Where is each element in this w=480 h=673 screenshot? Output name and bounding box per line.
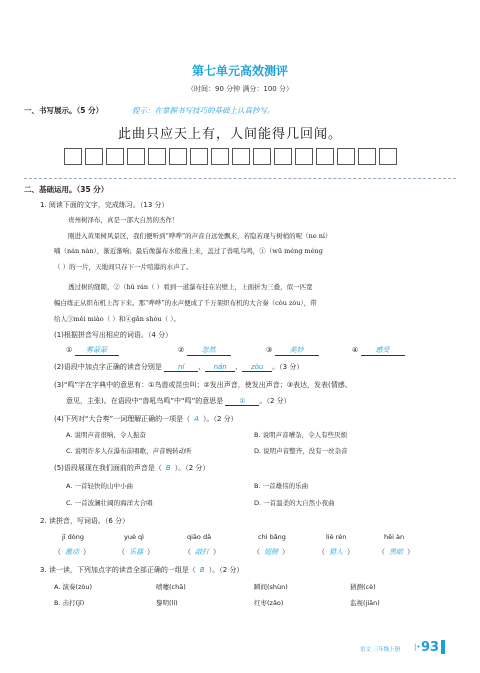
grid-cell[interactable] [232,148,250,165]
section-divider [24,178,456,179]
q1-passage-line1: 贵州树泽布，真是一部大自然的杰作！ [68,216,179,224]
q2-answer-5: （ 猎人 ） [318,548,354,556]
section1-hint: 提示：在掌握书写技巧的基础上认真抄写。 [132,106,275,115]
answer-blank[interactable]: 感受 [361,345,405,356]
grid-cell[interactable] [64,148,82,165]
grid-cell[interactable] [379,148,397,165]
q3-row-b-4: 监视(jiān) [350,599,380,607]
grid-cell[interactable] [274,148,292,165]
pinyin-6: hēi àn [384,533,405,541]
answer-blank[interactable]: 翅膀 [264,548,278,556]
pinyin-1: jī dòng [62,533,85,541]
option-b: B. 说明声音嘈杂，令人有些厌烦 [254,431,348,439]
answer-blank[interactable]: 美妙 [275,345,319,356]
q1-sub4-prompt: (4)下列对“大合奏”一词理解正确的一项是（ A ）。（2 分） [54,415,238,423]
answer-choice[interactable]: A [194,415,199,423]
grid-cell[interactable] [253,148,271,165]
q3-row-a-2: 喷嚏(chā) [156,583,186,591]
answer-blank[interactable]: ní [164,363,198,372]
q3-row-b-1: B. 击打(jī) [54,599,85,607]
q3-prompt: 3. 读一读，下列加点字的读音全部正确的一组是（ B ）。（2 分） [40,566,244,574]
answer-blank[interactable]: 黑暗 [389,548,403,556]
answer-choice[interactable]: B [199,566,205,574]
grid-cell[interactable] [127,148,145,165]
answer-blank[interactable]: zòu [242,363,272,372]
q2-answer-2: （ 乐器 ） [118,548,154,556]
page-number: 93 [421,640,440,655]
q1-sub1-prompt: (1)根据拼音写出相应的词语。（4 分） [54,331,173,339]
q2-answer-1: （ 激动 ） [54,548,90,556]
grid-cell[interactable] [337,148,355,165]
page-edge-bar [441,640,445,654]
q1-passage-line7: 给人③měi miào（ ）和④gǎn shòu（ ）。 [54,315,180,323]
q3-row-b-2: 黎明(lí) [156,599,178,607]
q1-sub1-answer-3: ③ 美妙 [266,345,319,356]
grid-cell[interactable] [106,148,124,165]
option-d: D. 一首温柔的大自然小夜曲 [254,499,335,507]
q1-sub3-line1: (3)“鸣”字在字典中的意思有：①鸟兽或昆虫叫；②发出声音，使发出声音；③表达，发表(情感、 [54,381,352,389]
option-a: A. 一首轻快的山中小曲 [66,482,133,490]
q2-answer-6: （ 黑暗 ） [378,548,414,556]
answer-blank[interactable]: 乐器 [129,548,143,556]
answer-blank[interactable]: 激动 [65,548,79,556]
option-c: C. 说明许多人在瀑布前唱歌，声音婉转动听 [66,447,192,455]
q1-passage-line6: 幅白练正从织布机上泻下来。那“哗哗”的水声便成了千万架织布机的大合奏（còu zòu），带 [54,299,317,307]
exam-info: （时间：90 分钟 满分：100 分） [187,85,293,93]
q1-passage-line2: 刚进入黄果树风景区，我们便听到“哗哗”的声音自远处飘来，若隐若现与树梢的呢（ne ní） [68,232,332,240]
pinyin-4: chì bǎng [258,533,286,541]
pinyin-2: yuè qì [124,533,144,541]
footer-label: 语文 三年级上册 [360,647,401,653]
section2-heading: 二、基础运用。（35 分） [24,185,109,194]
pinyin-5: liè rén [326,533,347,541]
q2-answer-3: （ 敲打 ） [184,548,220,556]
grid-cell[interactable] [316,148,334,165]
grid-cell[interactable] [85,148,103,165]
q3-row-b-3: 红枣(zǎo) [254,599,284,607]
page-title: 第七单元高效测评 [191,64,288,78]
grid-cell[interactable] [169,148,187,165]
grid-cell[interactable] [190,148,208,165]
q1-sub1-answer-4: ④ 感受 [352,345,405,356]
option-d: D. 说明声音整齐，没有一丝杂音 [254,447,348,455]
q3-row-a-1: A. 演奏(zòu) [54,583,93,591]
page-marker-icon: |• [414,643,421,651]
answer-blank[interactable]: 忽然 [187,345,231,356]
q2-prompt: 2. 读拼音，写词语。（6 分） [40,517,130,525]
q1-prompt: 1. 阅读下面的文字，完成练习。（13 分） [40,201,169,209]
option-c: C. 一首波澜壮阔的海洋大合唱 [66,499,153,507]
copy-verse: 此曲只应天上有，人间能得几回闻。 [118,127,343,142]
writing-grid [64,148,400,165]
q1-passage-line3: 喃（nán nàn），渐近渐响；最后像瀑布水般漫上来，盖过了兽吼鸟鸣，①（wū méng méng [54,247,323,255]
q1-sub1-answer-1: ① 雾蒙蒙 [66,345,119,356]
q1-passage-line5: 透过树的缝隙，②（hǔ rán（ ）看到一道瀑布挂在岩壁上，上面折为三叠，似一匹宽 [68,283,313,291]
q1-sub3-line2: 意见，主张)。在语段中“兽吼鸟鸣”中“鸣”的意思是 ① 。（2 分） [66,397,291,405]
grid-cell[interactable] [358,148,376,165]
q1-sub1-answer-2: ② 忽然 [178,345,231,356]
q2-answer-4: （ 翅膀 ） [253,548,289,556]
q1-sub5-prompt: (5)语段展现在我们面前的声音是（ B ）。（2 分） [54,464,210,472]
option-a: A. 说明声音很响，令人振奋 [66,431,146,439]
grid-cell[interactable] [211,148,229,165]
grid-cell[interactable] [295,148,313,165]
answer-blank[interactable]: 敲打 [195,548,209,556]
answer-blank[interactable]: ① [225,397,259,406]
q3-row-a-4: 猜测(cè) [350,583,376,591]
grid-cell[interactable] [148,148,166,165]
section1-heading: 一、书写展示。（5 分） [24,106,104,115]
answer-blank[interactable]: nán [205,363,235,372]
q3-row-a-3: 瞬间(shùn) [254,583,288,591]
answer-blank[interactable]: 猎人 [329,548,343,556]
q1-passage-line4: （ ）的一片，天地间只存下一片喧嚣的水声了。 [54,263,193,271]
answer-blank[interactable]: 雾蒙蒙 [75,345,119,356]
q1-sub2: (2)语段中加点字正确的读音分别是 ní 、 nán 、 zòu 。（3 分） [54,363,304,371]
answer-choice[interactable]: B [165,464,171,472]
option-b: B. 一首雄伟的乐曲 [254,482,309,490]
pinyin-3: qiāo dǎ [187,533,212,541]
